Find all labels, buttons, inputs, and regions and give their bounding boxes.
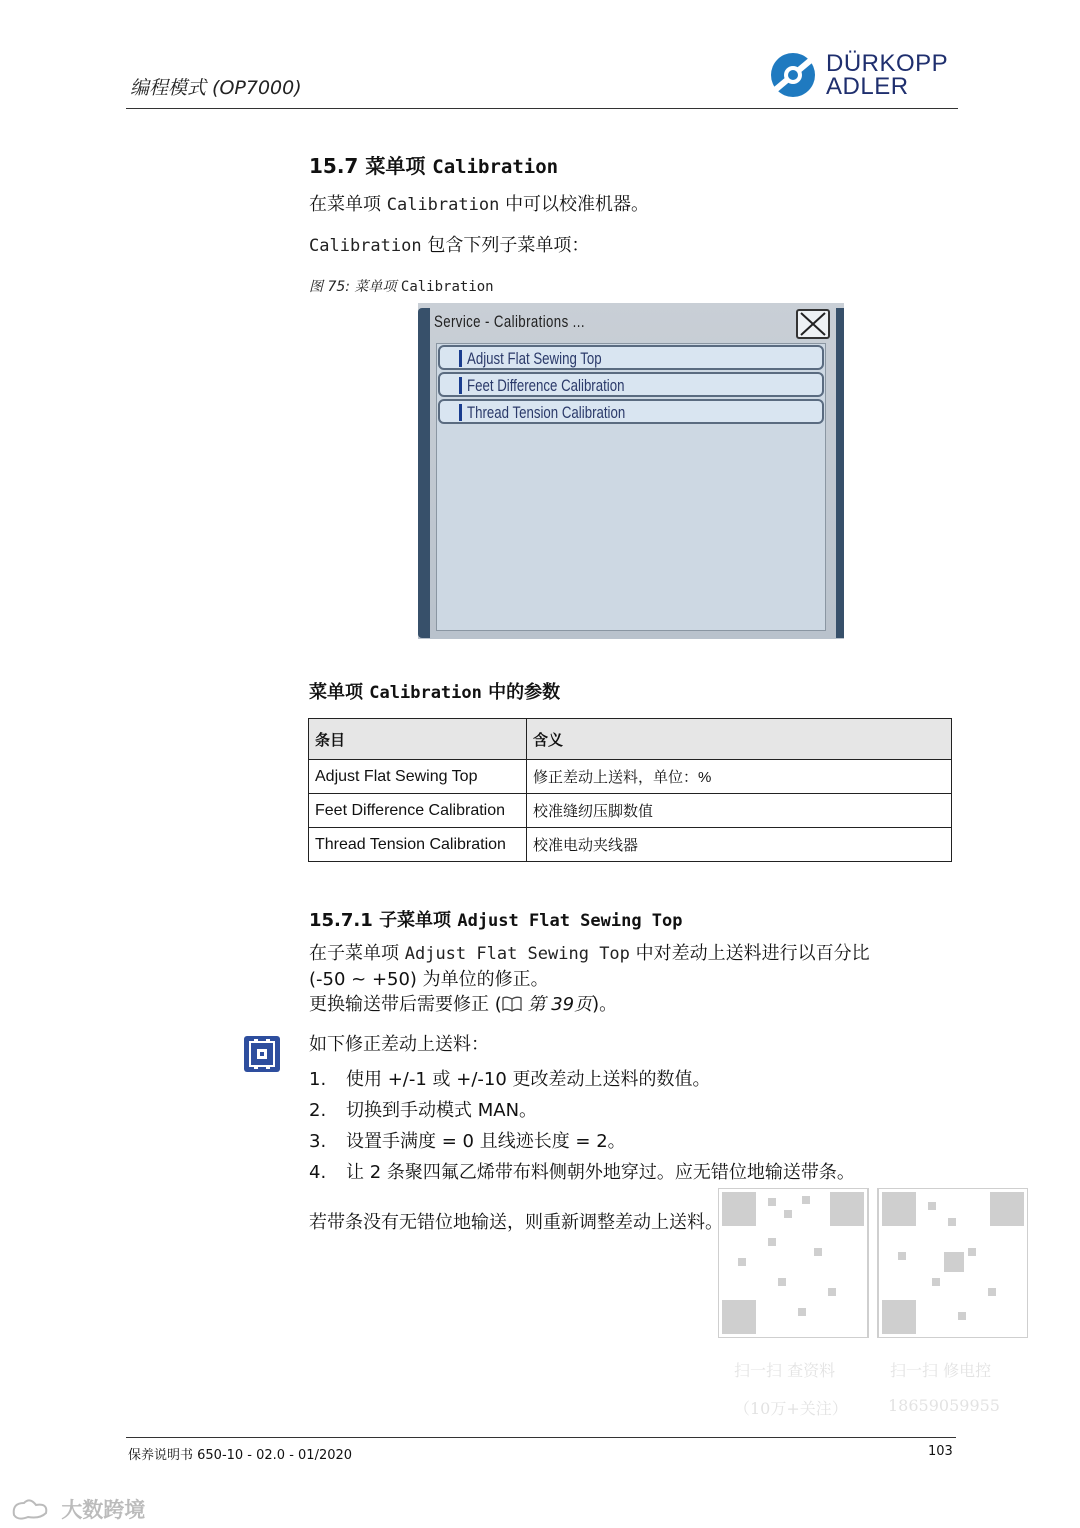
table-row — [309, 828, 952, 862]
section-heading — [309, 150, 558, 179]
qr-code-icon — [718, 1188, 1028, 1338]
calibration-menu-screenshot — [418, 303, 844, 639]
step-text: 让 2 条聚四氟乙烯带布料侧朝外地穿过。应无错位地输送带条。 — [346, 1162, 855, 1183]
cell-item: Thread Tension Calibration — [309, 828, 527, 862]
logo-line1: DÜRKOPP — [826, 50, 949, 77]
section-paragraph-2 — [309, 231, 589, 257]
watermark-text: 18659059955 — [888, 1396, 1000, 1415]
code-run: Calibration — [369, 683, 482, 703]
page-reference-link[interactable]: 第 39页 — [527, 994, 593, 1015]
text-run: 包含下列子菜单项： — [427, 235, 590, 256]
code-run: Calibration — [386, 195, 500, 215]
section-number: 15.7 — [309, 154, 359, 178]
closing-paragraph: 若带条没有无错位地输送，则重新调整差动上送料。 — [309, 1212, 723, 1233]
caption-text: 图 75: 菜单项 — [309, 279, 397, 295]
logo-line2: ADLER — [826, 73, 909, 100]
text-run: 中对差动上送料进行以百分比 — [635, 943, 870, 964]
step-text: 切换到手动模式 MAN。 — [346, 1100, 538, 1121]
screenshot-left-edge — [418, 308, 430, 638]
paragraph-line: (-50 ~ +50) 为单位的修正。 — [309, 969, 549, 990]
cell-meaning: 修正差动上送料，单位：% — [527, 760, 952, 794]
step-number: 3. — [309, 1131, 327, 1152]
step-text: 使用 +/-1 或 +/-10 更改差动上送料的数值。 — [346, 1069, 711, 1090]
params-table — [308, 718, 952, 862]
watermark-text: 扫一扫 修电控 — [890, 1361, 992, 1380]
text-run: )。 — [592, 994, 618, 1015]
code-run: Calibration — [309, 236, 422, 256]
cell-item: Adjust Flat Sewing Top — [309, 760, 527, 794]
section-title-cn: 菜单项 — [365, 154, 426, 178]
list-item — [309, 1128, 855, 1159]
caption-code: Calibration — [400, 279, 494, 295]
cell-item: Feet Difference Calibration — [309, 794, 527, 828]
procedure-intro: 如下修正差动上送料： — [309, 1034, 489, 1055]
header-divider — [126, 108, 958, 109]
step-number: 1. — [309, 1069, 327, 1090]
menu-item-label: Feet Difference Calibration — [467, 376, 625, 395]
logo-mark-icon — [762, 52, 824, 98]
book-icon — [502, 994, 522, 1019]
text-run: 中可以校准机器。 — [505, 194, 650, 215]
procedure-icon — [244, 1036, 280, 1072]
section-title-code: Calibration — [432, 156, 559, 178]
text-run: 中的参数 — [488, 682, 561, 703]
list-item — [309, 1159, 855, 1190]
subsection-paragraph-1 — [309, 941, 870, 1019]
menu-item-label: Thread Tension Calibration — [467, 403, 626, 422]
section-paragraph-1 — [309, 190, 649, 216]
code-run: Adjust Flat Sewing Top — [404, 944, 630, 964]
item-marker — [459, 377, 462, 394]
text-run: 更换输送带后需要修正 ( — [309, 994, 502, 1015]
text-run: 在菜单项 — [309, 194, 381, 215]
text-run: 在子菜单项 — [309, 943, 399, 964]
step-number: 2. — [309, 1100, 327, 1121]
item-marker — [459, 404, 462, 421]
cell-meaning: 校准缝纫压脚数值 — [527, 794, 952, 828]
subsection-title-cn: 子菜单项 — [379, 910, 452, 931]
text-run: 菜单项 — [309, 682, 363, 703]
footer-document-id: 保养说明书 650-10 - 02.0 - 01/2020 — [128, 1448, 353, 1463]
subsection-number: 15.7.1 — [309, 910, 373, 931]
item-marker — [459, 350, 462, 367]
menu-item-feet-difference-calibration — [438, 372, 824, 397]
close-icon — [796, 309, 830, 339]
list-item — [309, 1097, 855, 1128]
step-number: 4. — [309, 1162, 327, 1183]
screenshot-right-edge — [836, 308, 844, 638]
brand-mark-icon — [10, 1497, 54, 1526]
watermark-text: （10万+关注） — [734, 1399, 848, 1418]
step-text: 设置手满度 = 0 且线迹长度 = 2。 — [346, 1131, 626, 1152]
qr-watermark — [718, 1188, 1028, 1428]
watermark-text: 扫一扫 查资料 — [734, 1361, 836, 1380]
cell-meaning: 校准电动夹线器 — [527, 828, 952, 862]
subsection-heading — [309, 906, 683, 932]
column-header-item: 条目 — [309, 719, 527, 760]
column-header-meaning: 含义 — [527, 719, 952, 760]
params-heading — [309, 678, 560, 704]
subsection-title-code: Adjust Flat Sewing Top — [457, 911, 683, 931]
brand-logo — [762, 52, 957, 98]
table-row — [309, 760, 952, 794]
menu-item-thread-tension-calibration — [438, 399, 824, 424]
procedure-steps — [309, 1066, 855, 1190]
cross-reference-line — [309, 992, 870, 1019]
menu-item-adjust-flat-sewing-top — [438, 345, 824, 370]
menu-item-label: Adjust Flat Sewing Top — [467, 349, 602, 368]
list-item — [309, 1066, 855, 1097]
page-header-title: 编程模式 (OP7000) — [130, 77, 302, 99]
table-row — [309, 794, 952, 828]
page-number: 103 — [928, 1444, 953, 1459]
screenshot-window-title: Service - Calibrations ... — [434, 312, 585, 331]
brand-watermark — [10, 1494, 145, 1526]
footer-divider — [126, 1437, 956, 1438]
table-header-row — [309, 719, 952, 760]
brand-text: 大数跨境 — [61, 1498, 146, 1522]
figure-caption — [309, 276, 494, 296]
